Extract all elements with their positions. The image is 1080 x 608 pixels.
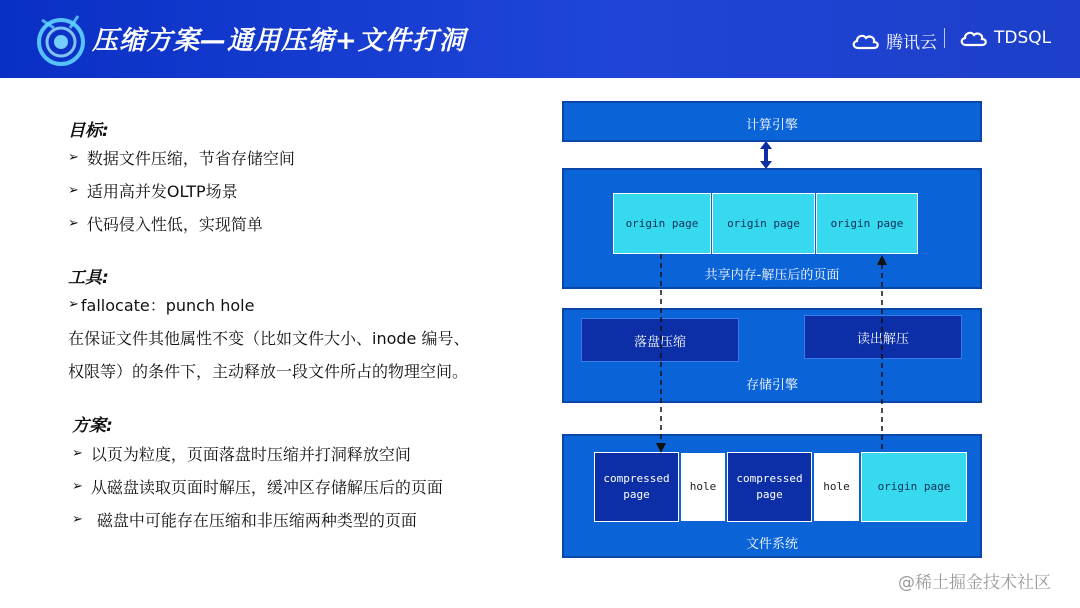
arrow-bullet-icon: ➢ bbox=[68, 150, 79, 165]
storage-engine-label: 存储引擎 bbox=[745, 378, 798, 393]
plan-item: ➢ 磁盘中可能存在压缩和非压缩两种类型的页面 bbox=[72, 511, 417, 530]
plan-item: ➢ 从磁盘读取页面时解压，缓冲区存储解压后的页面 bbox=[72, 478, 443, 497]
arrow-bullet-icon: ➢ bbox=[68, 297, 79, 312]
brand-tencent-label: 腾讯云 bbox=[886, 33, 937, 53]
compute-engine-layer bbox=[562, 101, 982, 142]
arrow-bullet-icon: ➢ bbox=[72, 446, 83, 461]
origin-page-cell: origin page bbox=[613, 193, 711, 254]
origin-page-cell: origin page bbox=[861, 452, 967, 522]
data-flow-arrows bbox=[640, 250, 900, 460]
page-title: 压缩方案—通用压缩+文件打洞 bbox=[92, 26, 466, 56]
tool-description-line: 在保证文件其他属性不变（比如文件大小、inode 编号、 bbox=[68, 329, 470, 348]
arrow-bullet-icon: ➢ bbox=[68, 216, 79, 231]
plan-heading: 方案: bbox=[72, 416, 113, 436]
cloud-icon bbox=[958, 28, 988, 48]
flush-compress-box: 落盘压缩 bbox=[581, 318, 739, 362]
header-bar bbox=[0, 0, 1080, 78]
brand-divider bbox=[944, 28, 945, 48]
arrow-bullet-icon: ➢ bbox=[72, 479, 83, 494]
hole-cell: hole bbox=[680, 452, 726, 522]
tool-item: ➢ fallocate：punch hole bbox=[68, 296, 255, 315]
tool-description-line: 权限等）的条件下，主动释放一段文件所占的物理空间。 bbox=[68, 362, 469, 381]
goal-item: ➢ 代码侵入性低，实现简单 bbox=[68, 215, 263, 234]
goal-item: ➢ 适用高并发OLTP场景 bbox=[68, 182, 238, 201]
arrow-bullet-icon: ➢ bbox=[72, 512, 83, 527]
compressed-page-cell: compressed page bbox=[727, 452, 812, 522]
brand-tencent-cloud bbox=[850, 28, 937, 53]
goal-heading: 目标: bbox=[68, 121, 109, 141]
tool-heading: 工具: bbox=[68, 268, 109, 288]
read-decompress-box: 读出解压 bbox=[804, 315, 962, 359]
origin-page-cell: origin page bbox=[712, 193, 815, 254]
tech-globe-icon bbox=[28, 6, 94, 72]
down-arrow-icon bbox=[656, 443, 666, 453]
compute-engine-label: 计算引擎 bbox=[745, 118, 798, 133]
hole-cell: hole bbox=[813, 452, 860, 522]
plan-item: ➢ 以页为粒度，页面落盘时压缩并打洞释放空间 bbox=[72, 445, 411, 464]
double-arrow-icon bbox=[755, 140, 777, 170]
watermark: @稀土掘金技术社区 bbox=[898, 573, 1051, 593]
up-arrow-icon bbox=[877, 255, 887, 265]
shared-memory-label: 共享内存-解压后的页面 bbox=[704, 268, 840, 283]
cloud-icon bbox=[850, 31, 880, 51]
brand-tdsql-label: TDSQL bbox=[994, 28, 1052, 48]
file-system-label: 文件系统 bbox=[745, 537, 798, 552]
origin-page-cell: origin page bbox=[816, 193, 918, 254]
brand-tdsql bbox=[958, 28, 1051, 48]
arrow-bullet-icon: ➢ bbox=[68, 183, 79, 198]
compressed-page-cell: compressed page bbox=[594, 452, 679, 522]
goal-item: ➢ 数据文件压缩，节省存储空间 bbox=[68, 149, 295, 168]
